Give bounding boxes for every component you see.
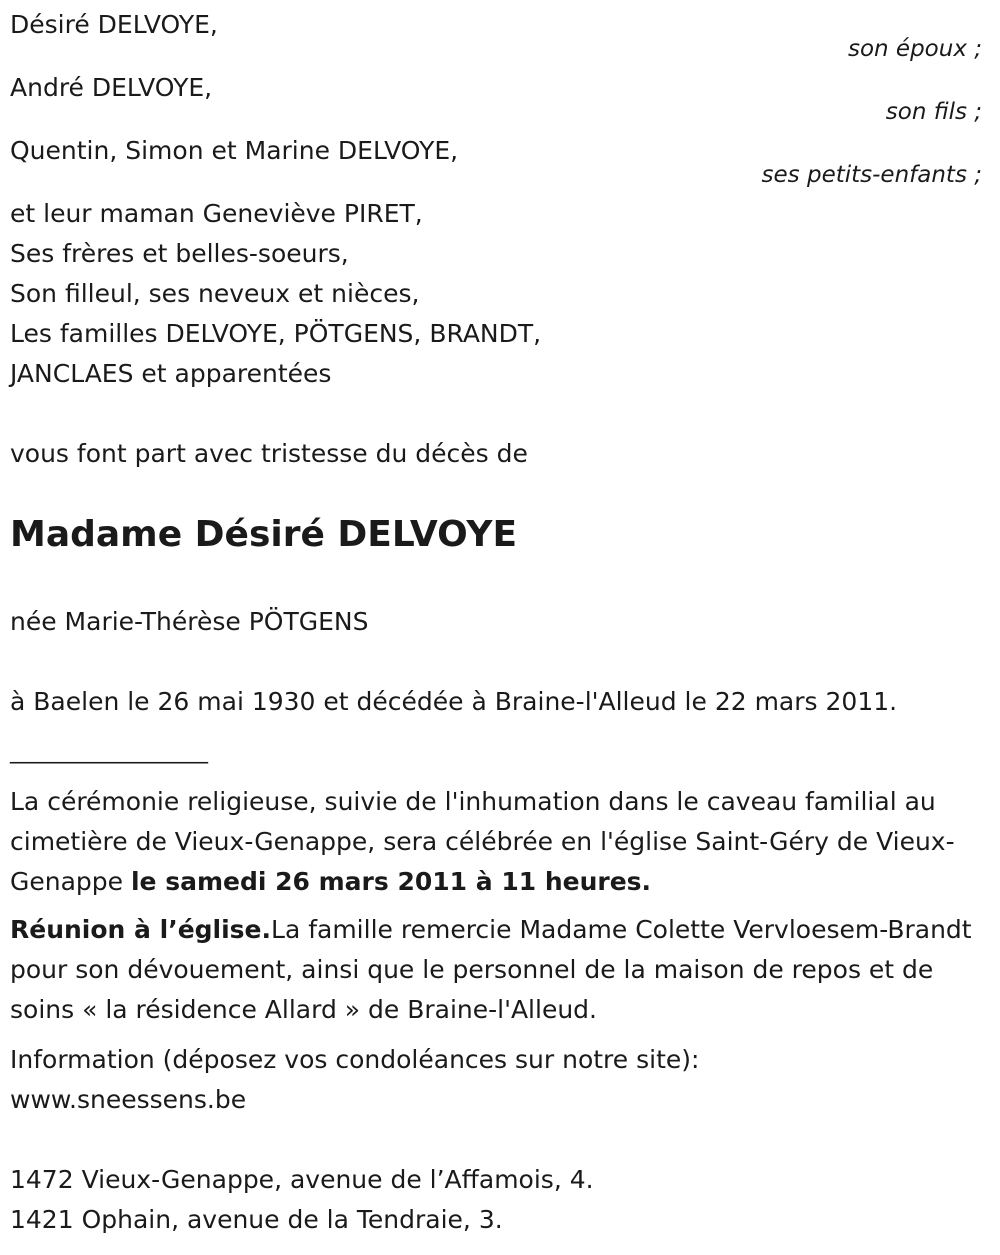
family-member-grandchildren: Quentin, Simon et Marine DELVOYE, bbox=[10, 136, 459, 165]
family-member-spouse: Désiré DELVOYE, bbox=[10, 10, 218, 39]
deceased-name: Madame Désiré DELVOYE bbox=[10, 514, 518, 555]
maiden-name: née Marie-Thérèse PÖTGENS bbox=[10, 607, 369, 636]
family-member-son: André DELVOYE, bbox=[10, 73, 213, 102]
other-family-line: Son filleul, ses neveux et nièces, bbox=[10, 279, 420, 308]
ceremony-paragraph bbox=[10, 782, 995, 902]
announcement-text: vous font part avec tristesse du décès de bbox=[10, 439, 528, 468]
gathering-text: La famille remercie Madame Colette Vervloesem-Brandt pour son dévouement, ainsi que le personnel de la maison de repos et de soins « la résidence Allard » de Braine-l'Alleud. bbox=[10, 915, 972, 1024]
relation-grandchildren: ses petits-enfants ; bbox=[761, 162, 982, 188]
ceremony-text: La cérémonie religieuse, suivie de l'inhumation dans le caveau familial au cimetière de Vieux-Genappe, sera célébrée en l'église Saint-Géry de Vieux-Genappe bbox=[10, 787, 955, 896]
separator-line: __________________ bbox=[10, 739, 208, 764]
information-label: Information (déposez vos condoléances sur notre site): bbox=[10, 1045, 700, 1074]
gathering-note: Réunion à l’église. bbox=[10, 915, 272, 944]
other-family-line: Ses frères et belles-soeurs, bbox=[10, 239, 349, 268]
relation-son: son fils ; bbox=[885, 99, 982, 125]
other-family-line: JANCLAES et apparentées bbox=[10, 359, 332, 388]
address-line: 1472 Vieux-Genappe, avenue de l’Affamois, 4. bbox=[10, 1165, 594, 1194]
address-line: 1421 Ophain, avenue de la Tendraie, 3. bbox=[10, 1205, 503, 1234]
other-family-line: et leur maman Geneviève PIRET, bbox=[10, 199, 423, 228]
ceremony-date: le samedi 26 mars 2011 à 11 heures. bbox=[130, 867, 652, 896]
birth-death-dates: à Baelen le 26 mai 1930 et décédée à Braine-l'Alleud le 22 mars 2011. bbox=[10, 687, 898, 716]
other-family-line: Les familles DELVOYE, PÖTGENS, BRANDT, bbox=[10, 319, 542, 348]
relation-spouse: son époux ; bbox=[847, 36, 982, 62]
gathering-paragraph bbox=[10, 910, 995, 1030]
website-link[interactable]: www.sneessens.be bbox=[10, 1085, 247, 1114]
